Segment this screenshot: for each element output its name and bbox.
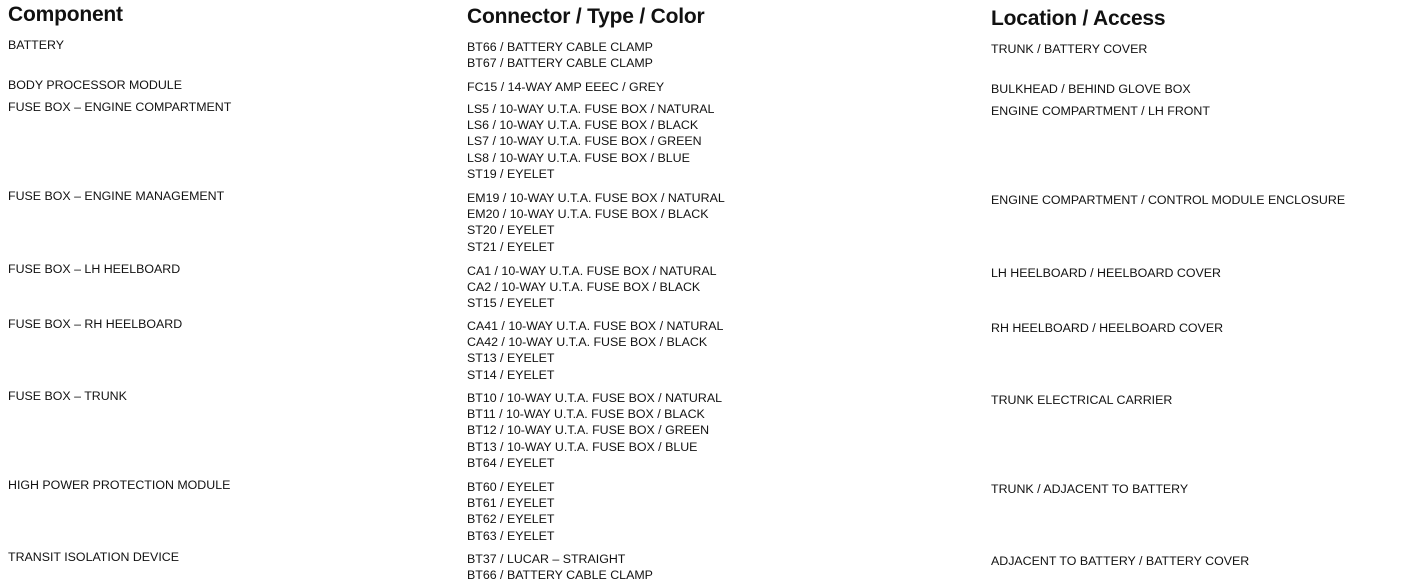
connector-entry: CA2 / 10-WAY U.T.A. FUSE BOX / BLACK [467, 280, 701, 295]
component-cell: BATTERY [8, 38, 64, 52]
connector-entry: BT10 / 10-WAY U.T.A. FUSE BOX / NATURAL [467, 391, 722, 405]
component-cell: FUSE BOX – LH HEELBOARD [8, 262, 181, 276]
connector-entry: FC15 / 14-WAY AMP EEEC / GREY [467, 80, 665, 94]
connector-entry: ST14 / EYELET [467, 367, 555, 382]
connector-entry: BT60 / EYELET [467, 480, 555, 494]
connector-entry: BT66 / BATTERY CABLE CLAMP [467, 40, 653, 54]
connector-entry: ST13 / EYELET [467, 351, 555, 366]
connector-cell [467, 390, 722, 471]
connector-cell [467, 190, 725, 255]
connector-cell [467, 101, 714, 182]
connector-entry: CA42 / 10-WAY U.T.A. FUSE BOX / BLACK [467, 335, 708, 350]
connector-entry: ST15 / EYELET [467, 296, 555, 311]
connector-entry: ST21 / EYELET [467, 239, 555, 254]
connector-cell [467, 39, 653, 71]
connector-cell [467, 551, 653, 583]
location-cell: TRUNK / ADJACENT TO BATTERY [991, 482, 1189, 496]
location-cell: ADJACENT TO BATTERY / BATTERY COVER [991, 554, 1250, 568]
location-cell: RH HEELBOARD / HEELBOARD COVER [991, 321, 1224, 335]
component-cell: BODY PROCESSOR MODULE [8, 78, 182, 92]
connector-entry: BT12 / 10-WAY U.T.A. FUSE BOX / GREEN [467, 423, 710, 438]
component-cell: FUSE BOX – ENGINE COMPARTMENT [8, 100, 232, 114]
component-cell: FUSE BOX – ENGINE MANAGEMENT [8, 189, 225, 203]
header-connector: Connector / Type / Color [467, 5, 705, 28]
connector-entry: BT67 / BATTERY CABLE CLAMP [467, 56, 653, 71]
connector-entry: LS5 / 10-WAY U.T.A. FUSE BOX / NATURAL [467, 102, 715, 116]
connector-entry: ST19 / EYELET [467, 166, 555, 181]
connector-entry: BT61 / EYELET [467, 496, 555, 511]
connector-entry: EM19 / 10-WAY U.T.A. FUSE BOX / NATURAL [467, 191, 725, 205]
location-cell: ENGINE COMPARTMENT / LH FRONT [991, 104, 1210, 118]
connector-cell [467, 263, 716, 312]
component-cell: TRANSIT ISOLATION DEVICE [8, 550, 179, 564]
connector-cell [467, 479, 554, 544]
component-cell: FUSE BOX – RH HEELBOARD [8, 317, 183, 331]
connector-entry: LS7 / 10-WAY U.T.A. FUSE BOX / GREEN [467, 134, 702, 149]
location-cell: ENGINE COMPARTMENT / CONTROL MODULE ENCLOSURE [991, 193, 1346, 207]
header-component: Component [8, 3, 123, 26]
component-cell: HIGH POWER PROTECTION MODULE [8, 478, 231, 492]
component-cell: FUSE BOX – TRUNK [8, 389, 127, 403]
connector-entry: BT66 / BATTERY CABLE CLAMP [467, 568, 653, 583]
connector-entry: BT13 / 10-WAY U.T.A. FUSE BOX / BLUE [467, 439, 698, 454]
connector-entry: ST20 / EYELET [467, 223, 555, 238]
connector-entry: BT62 / EYELET [467, 512, 555, 527]
header-location: Location / Access [991, 7, 1166, 30]
connector-entry: BT63 / EYELET [467, 528, 555, 543]
connector-cell [467, 318, 723, 383]
location-cell: TRUNK / BATTERY COVER [991, 42, 1148, 56]
connector-entry: BT64 / EYELET [467, 455, 555, 470]
connector-cell [467, 79, 664, 95]
location-cell: TRUNK ELECTRICAL CARRIER [991, 393, 1173, 407]
location-cell: LH HEELBOARD / HEELBOARD COVER [991, 266, 1221, 280]
connector-entry: CA41 / 10-WAY U.T.A. FUSE BOX / NATURAL [467, 319, 724, 333]
connector-entry: BT37 / LUCAR – STRAIGHT [467, 552, 626, 566]
connector-entry: CA1 / 10-WAY U.T.A. FUSE BOX / NATURAL [467, 264, 717, 278]
connector-entry: LS8 / 10-WAY U.T.A. FUSE BOX / BLUE [467, 150, 690, 165]
connector-entry: EM20 / 10-WAY U.T.A. FUSE BOX / BLACK [467, 207, 709, 222]
connector-entry: LS6 / 10-WAY U.T.A. FUSE BOX / BLACK [467, 118, 699, 133]
connector-entry: BT11 / 10-WAY U.T.A. FUSE BOX / BLACK [467, 407, 705, 422]
location-cell: BULKHEAD / BEHIND GLOVE BOX [991, 82, 1191, 96]
